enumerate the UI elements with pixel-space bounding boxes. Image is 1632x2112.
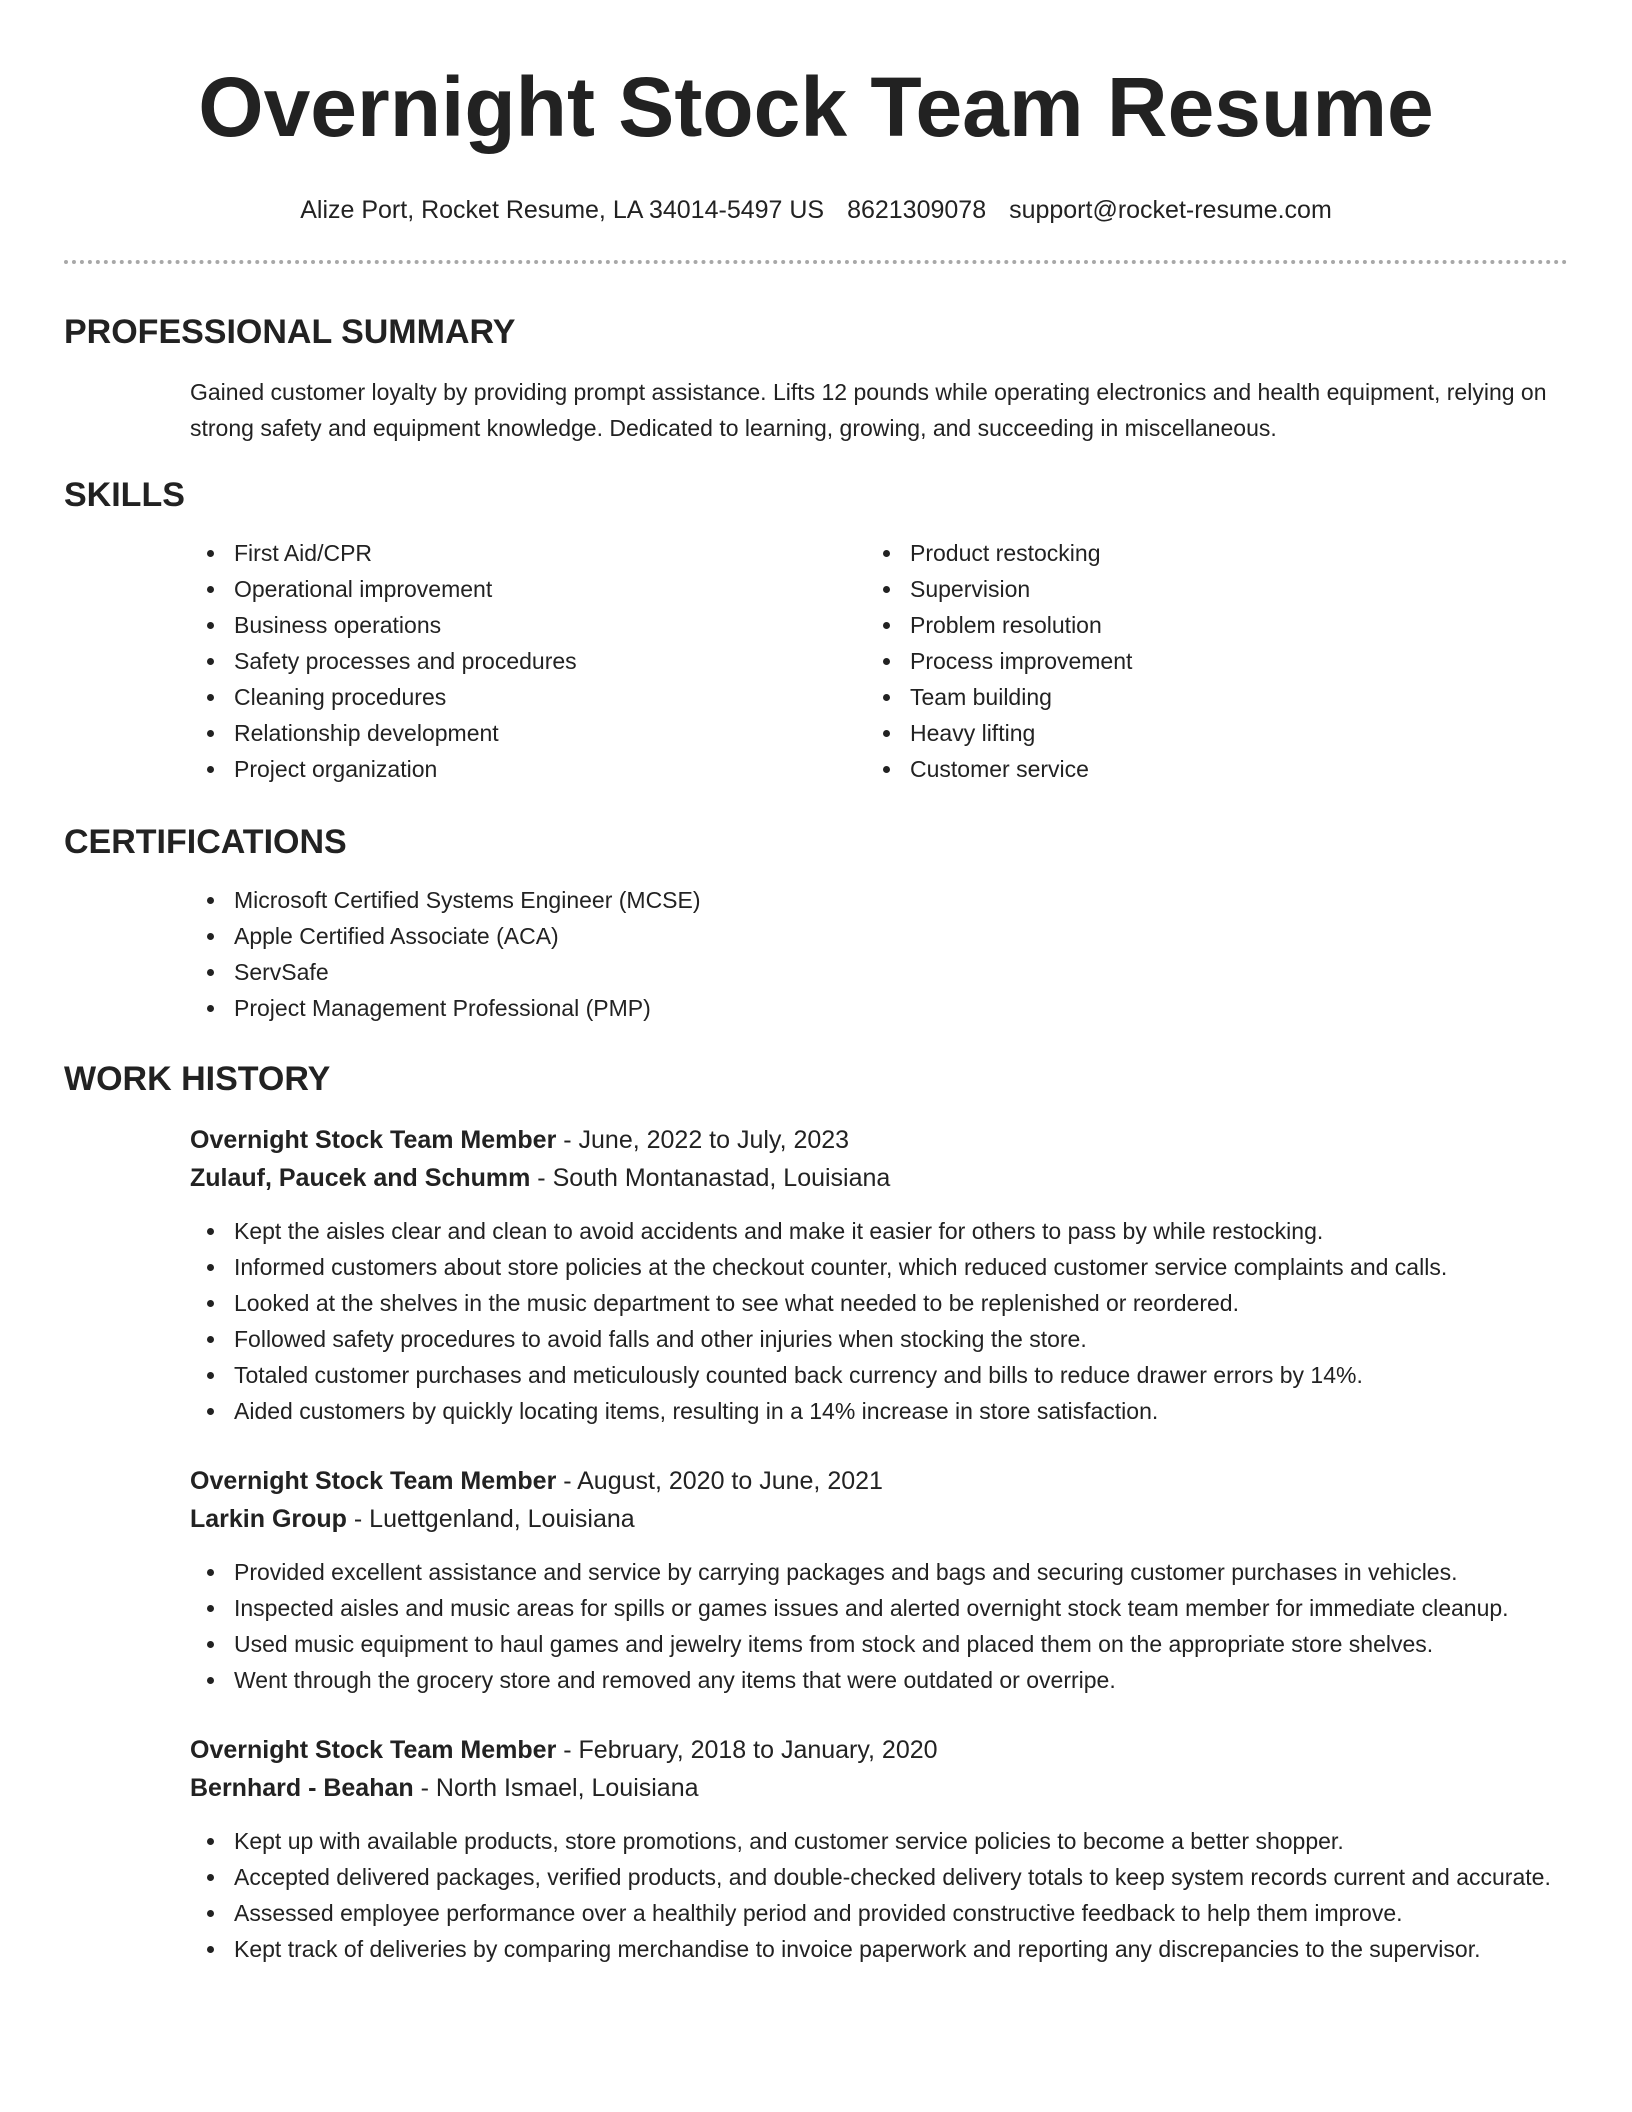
skill-item: First Aid/CPR (190, 535, 866, 571)
section-title-summary: PROFESSIONAL SUMMARY (64, 313, 516, 351)
skill-item: Business operations (190, 607, 866, 643)
job-bullet: Kept up with available products, store promotions, and customer service policies to become a better shopper. (190, 1823, 1568, 1859)
job-bullet: Accepted delivered packages, verified products, and double-checked delivery totals to keep system records current and accurate. (190, 1859, 1568, 1895)
job-bullets (190, 1554, 1568, 1698)
job-bullet: Aided customers by quickly locating items, resulting in a 14% increase in store satisfaction. (190, 1393, 1568, 1429)
job-bullet: Kept track of deliveries by comparing merchandise to invoice paperwork and reporting any discrepancies to the supervisor. (190, 1931, 1568, 1967)
job-bullets (190, 1823, 1568, 1967)
section-title-certifications: CERTIFICATIONS (64, 823, 347, 861)
job-bullet: Inspected aisles and music areas for spills or games issues and alerted overnight stock team member for immediate cleanup. (190, 1590, 1568, 1626)
job-role: Overnight Stock Team Member (190, 1736, 557, 1764)
skill-item: Safety processes and procedures (190, 643, 866, 679)
job-bullet: Followed safety procedures to avoid falls and other injuries when stocking the store. (190, 1321, 1568, 1357)
skill-item: Supervision (866, 571, 1542, 607)
job-bullet: Went through the grocery store and removed any items that were outdated or overripe. (190, 1662, 1568, 1698)
skills-column-right (866, 535, 1542, 787)
resume-title: Overnight Stock Team Resume (198, 60, 1434, 154)
job-location: - North Ismael, Louisiana (413, 1774, 699, 1802)
skill-item: Project organization (190, 751, 866, 787)
skill-item: Operational improvement (190, 571, 866, 607)
contact-info (64, 192, 1568, 228)
job-company-line (190, 1769, 1568, 1807)
skill-item: Team building (866, 679, 1542, 715)
skills-list (64, 535, 1568, 787)
job-dates: - June, 2022 to July, 2023 (556, 1126, 850, 1154)
job-role: Overnight Stock Team Member (190, 1467, 557, 1495)
job-role-line (190, 1731, 1568, 1769)
summary-text: Gained customer loyalty by providing prompt assistance. Lifts 12 pounds while operating electronics and health equipment, relying on strong safety and equipment knowledge. Dedicated to learning, growing, and succeeding in miscellaneous. (190, 379, 1547, 441)
skills-column-left (190, 535, 866, 787)
header-divider (64, 260, 1568, 264)
skill-item: Cleaning procedures (190, 679, 866, 715)
skill-item: Heavy lifting (866, 715, 1542, 751)
job-role-line (190, 1121, 1568, 1159)
section-title-work-history: WORK HISTORY (64, 1060, 331, 1098)
section-title-skills: SKILLS (64, 476, 185, 514)
certification-item: Microsoft Certified Systems Engineer (MCSE) (190, 882, 1568, 918)
job-entry (64, 1731, 1568, 1967)
certification-item: Apple Certified Associate (ACA) (190, 918, 1568, 954)
job-bullet: Assessed employee performance over a healthily period and provided constructive feedback to help them improve. (190, 1895, 1568, 1931)
job-company-line (190, 1159, 1568, 1197)
job-bullet: Informed customers about store policies at the checkout counter, which reduced customer service complaints and calls. (190, 1249, 1568, 1285)
job-location: - Luettgenland, Louisiana (346, 1505, 635, 1533)
skill-item: Relationship development (190, 715, 866, 751)
job-company: Zulauf, Paucek and Schumm (190, 1164, 531, 1192)
job-role-line (190, 1462, 1568, 1500)
skill-item: Customer service (866, 751, 1542, 787)
certifications-list (64, 882, 1568, 1026)
job-bullet: Totaled customer purchases and meticulously counted back currency and bills to reduce drawer errors by 14%. (190, 1357, 1568, 1393)
job-location: - South Montanastad, Louisiana (530, 1164, 891, 1192)
job-role: Overnight Stock Team Member (190, 1126, 557, 1154)
job-company: Bernhard - Beahan (190, 1774, 414, 1802)
skill-item: Product restocking (866, 535, 1542, 571)
certification-item: Project Management Professional (PMP) (190, 990, 1568, 1026)
skill-item: Process improvement (866, 643, 1542, 679)
job-bullet: Used music equipment to haul games and jewelry items from stock and placed them on the appropriate store shelves. (190, 1626, 1568, 1662)
certification-item: ServSafe (190, 954, 1568, 990)
job-dates: - August, 2020 to June, 2021 (556, 1467, 883, 1495)
job-dates: - February, 2018 to January, 2020 (556, 1736, 938, 1764)
job-entry (64, 1462, 1568, 1698)
job-company-line (190, 1500, 1568, 1538)
skill-item: Problem resolution (866, 607, 1542, 643)
contact-phone: 8621309078 (847, 196, 987, 224)
contact-email: support@rocket-resume.com (1009, 196, 1332, 224)
job-bullets (190, 1213, 1568, 1429)
job-bullet: Kept the aisles clear and clean to avoid accidents and make it easier for others to pass by while restocking. (190, 1213, 1568, 1249)
job-entry (64, 1121, 1568, 1429)
contact-address: Alize Port, Rocket Resume, LA 34014-5497 US (300, 196, 825, 224)
job-bullet: Looked at the shelves in the music department to see what needed to be replenished or reordered. (190, 1285, 1568, 1321)
job-company: Larkin Group (190, 1505, 347, 1533)
job-bullet: Provided excellent assistance and service by carrying packages and bags and securing customer purchases in vehicles. (190, 1554, 1568, 1590)
